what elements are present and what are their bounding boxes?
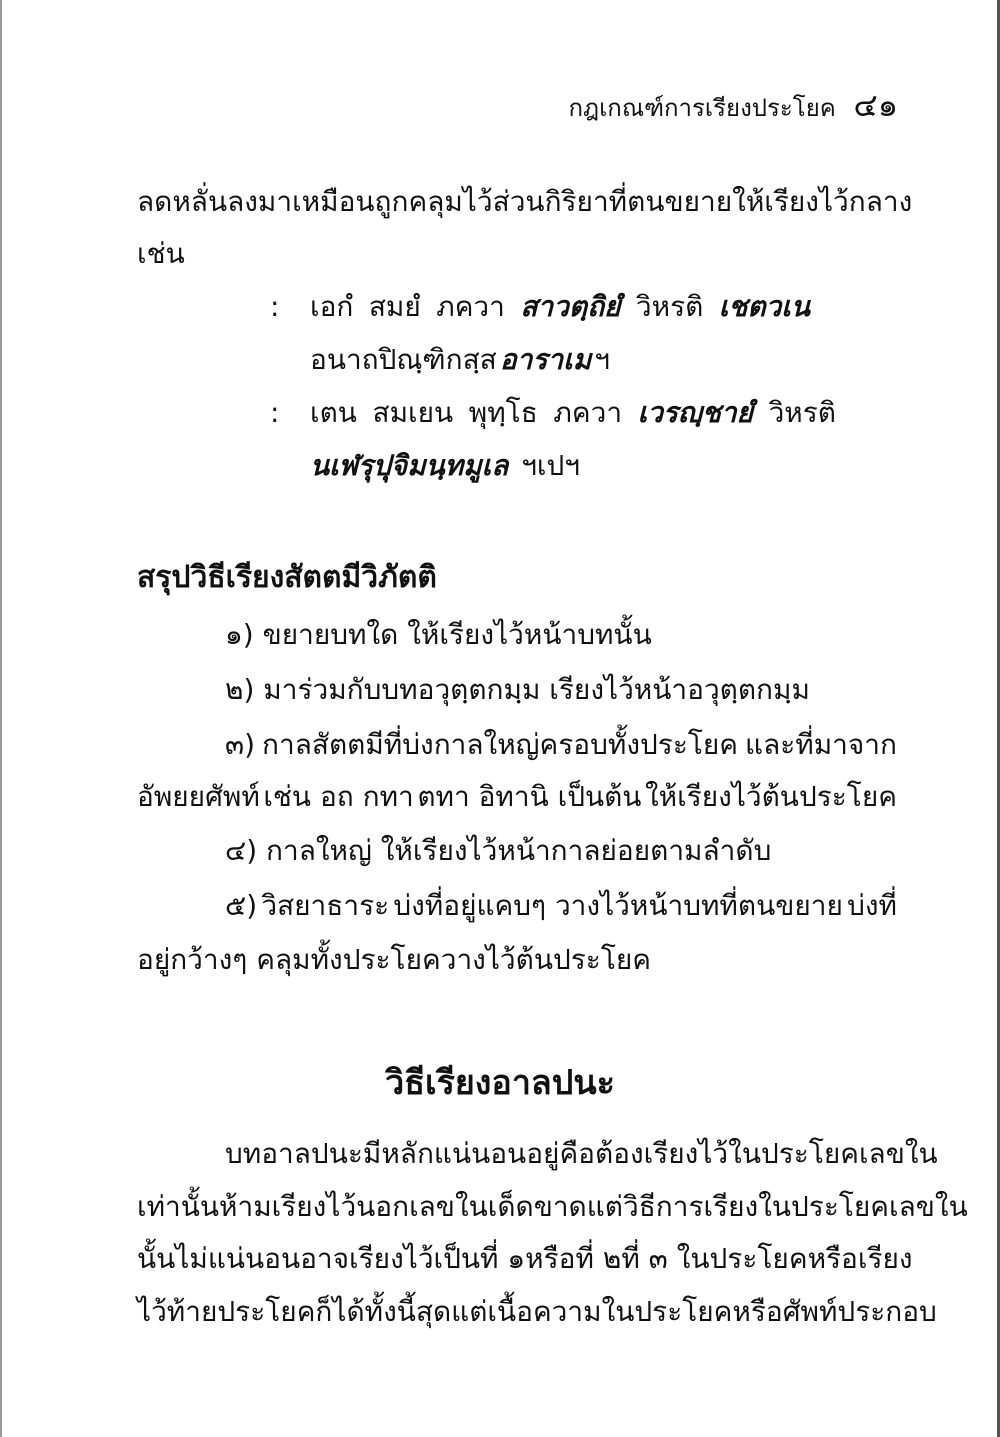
text-segment: บทอาลปนะ <box>225 1137 363 1170</box>
text-segment: บ่งที่อยู่แคบๆ วางไว้หน้าบทที่ตนขยาย <box>393 889 843 922</box>
summary-heading: สรุปวิธีเรียงสัตตมีวิภัตติ <box>137 560 437 595</box>
example-colon: : <box>270 290 280 323</box>
word: สมเยน <box>372 396 454 429</box>
text-segment: และที่มาจาก <box>745 728 897 761</box>
summary-item-5-line-1 <box>225 886 897 926</box>
text-segment: ให้เรียงไว้ต้นประโยค <box>645 780 897 813</box>
paragraph-line-2 <box>137 1187 968 1227</box>
text-segment: ที่ ๓ ในประโยค <box>621 1242 808 1275</box>
text-segment: คือต้องเรียงไว้ในประโยคเลขใน <box>559 1137 938 1170</box>
word: พุทฺโธ <box>468 396 538 429</box>
bold-word: สาวตฺถิยํ <box>520 290 621 323</box>
summary-item-3-line-1 <box>225 725 897 765</box>
text-segment: หรือที่ ๒ <box>525 1242 622 1275</box>
bold-word: อาราเม <box>499 343 592 376</box>
word: เอกํ <box>310 290 354 323</box>
text-segment: มีหลักแน่นอนอยู่ <box>362 1137 560 1170</box>
text-segment: นั้นไม่แน่นอน <box>137 1242 301 1275</box>
word: ฯ <box>594 343 610 376</box>
page-number: ๔๑ <box>853 86 898 124</box>
paragraph-line-4 <box>137 1292 937 1332</box>
text-segment: วิสยาธาระ <box>261 889 390 922</box>
item-number: ๓) <box>225 728 256 761</box>
word: วิหรติ <box>768 396 836 429</box>
example-1-line-2 <box>310 340 610 380</box>
summary-item-3-line-2 <box>137 777 897 817</box>
text-segment: ทั้งนี้สุดแต่เนื้อความในประโยคหรือศัพท์ประกอบ <box>364 1295 937 1328</box>
example-1-line-1 <box>310 287 810 327</box>
example-colon: : <box>270 396 280 429</box>
text-segment: เหมือนถูกคลุมไว้ <box>292 185 493 218</box>
word: สมยํ <box>368 290 421 323</box>
paragraph-line-1 <box>225 1134 938 1174</box>
word: อนาถปิณฺฑิกสฺส <box>310 343 497 376</box>
text-segment: หรือเรียง <box>807 1242 913 1275</box>
summary-item-4: ๔) กาลใหญ่ ให้เรียงไว้หน้ากาลย่อยตามลำดับ <box>225 834 772 867</box>
example-2-line-2 <box>310 446 580 486</box>
word: วิหรติ <box>635 290 704 323</box>
bold-word: เวรญฺชายํ <box>637 396 753 429</box>
text-segment: ตทา อิทานิ เป็นต้น <box>417 780 642 813</box>
word: ภควา <box>436 290 505 323</box>
page-left-edge <box>0 0 2 1437</box>
running-header <box>568 80 898 131</box>
text-segment: ลดหลั่นลงมา <box>137 185 293 218</box>
item-number: ๕) <box>225 889 258 922</box>
word: เตน <box>310 396 357 429</box>
bold-word: เชตวเน <box>718 290 810 323</box>
section-title: วิธีเรียงอาลปนะ <box>385 1063 615 1103</box>
text-segment: อัพยยศัพท์ <box>137 780 260 813</box>
paragraph-line-3 <box>137 1239 913 1279</box>
text-segment: กาลสัตตมีที่บ่งกาลใหญ่ครอบทั้งประโยค <box>262 728 739 761</box>
text-segment: เช่น อถ กทา <box>263 780 414 813</box>
header-title: กฎเกณฑ์การเรียงประโยค <box>568 94 836 122</box>
summary-item-1: ๑) ขยายบทใด ให้เรียงไว้หน้าบทนั้น <box>225 618 652 651</box>
intro-line-2: เช่น <box>137 237 185 270</box>
bold-word: นเฬรุปุจิมนฺทมูเล <box>310 449 509 482</box>
example-2-line-1 <box>310 393 836 433</box>
text-segment: เท่านั้นห้ามเรียงไว้นอกเลขในเด็ดขาด <box>137 1190 587 1223</box>
text-segment: ส่วนกิริยาที่ตนขยายให้เรียงไว้กลาง <box>492 185 913 218</box>
text-segment: ไว้ท้ายประโยคก็ได้ <box>137 1295 365 1328</box>
text-segment: บ่งที่ <box>847 889 897 922</box>
word: ฯเปฯ <box>521 449 580 482</box>
summary-item-2: ๒) มาร่วมกับบทอวุตฺตกมฺม เรียงไว้หน้าอวุตฺตกมฺม <box>225 673 810 706</box>
text-segment: อาจเรียงไว้เป็นที่ ๑ <box>300 1242 526 1275</box>
intro-line-1 <box>137 182 913 222</box>
summary-item-5-line-2: อยู่กว้างๆ คลุมทั้งประโยควางไว้ต้นประโยค <box>137 943 652 976</box>
word: ภควา <box>553 396 623 429</box>
text-segment: แต่วิธีการเรียงในประโยคเลขใน <box>586 1190 968 1223</box>
